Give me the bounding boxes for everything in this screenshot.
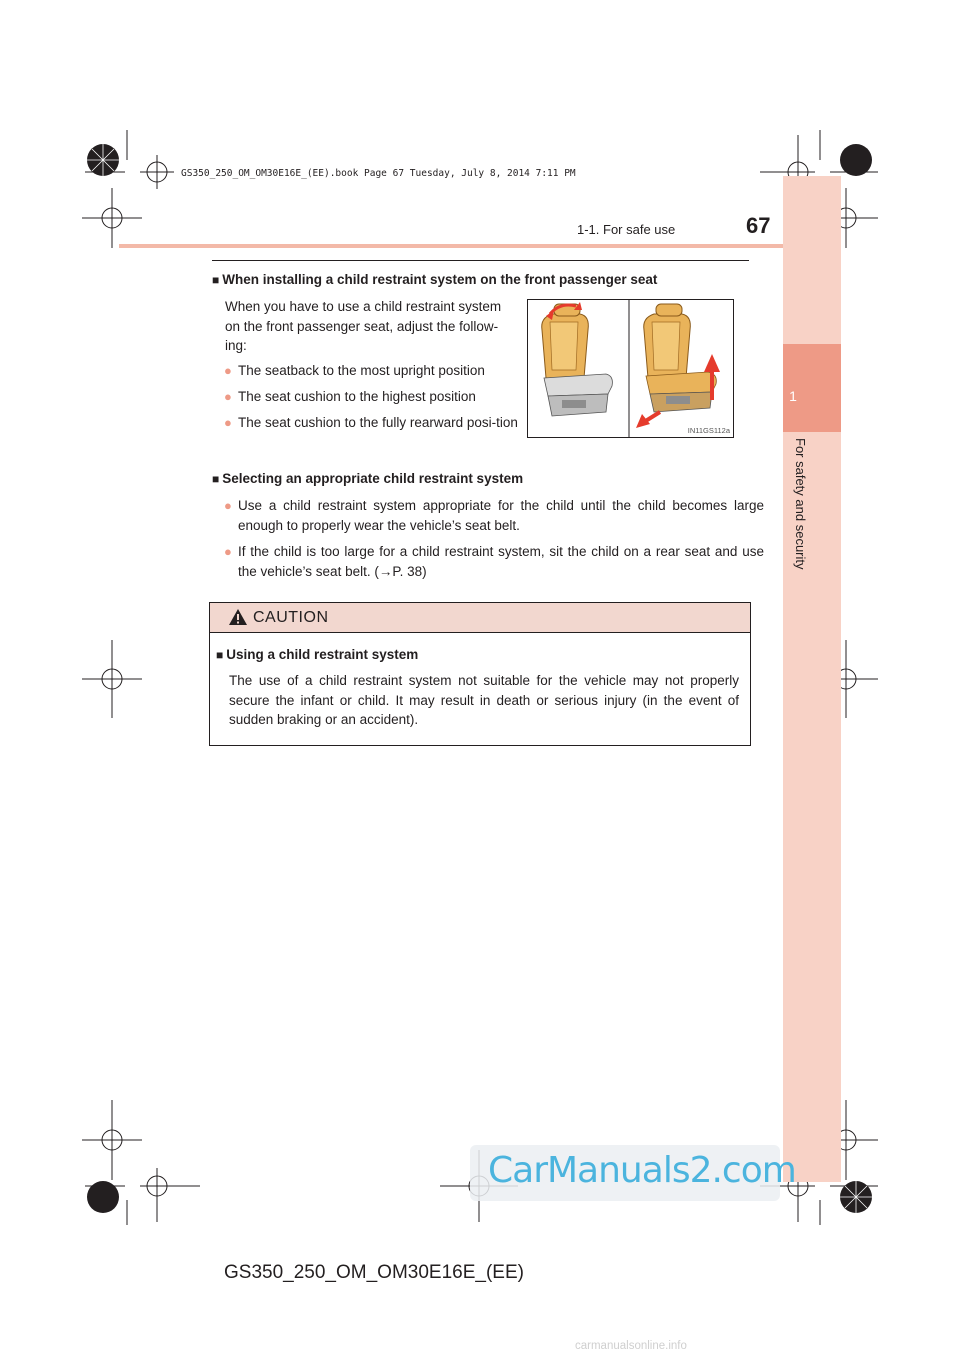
list-item: ● The seat cushion to the fully rearward posi-tion <box>224 413 528 433</box>
list-item: ● Use a child restraint system appropriate for the child until the child becomes large enough to properly wear the vehicle’s seat belt. <box>224 496 764 535</box>
heading-text: Selecting an appropriate child restraint system <box>222 471 524 486</box>
side-tab-number: 1 <box>789 388 797 404</box>
header-rule <box>212 260 749 261</box>
side-tab-label-text: For safety and security <box>793 438 808 570</box>
list-item: ● The seatback to the most upright position <box>224 361 528 381</box>
caution-box <box>209 602 751 746</box>
intro-paragraph: When you have to use a child restraint system on the front passenger seat, adjust the follow-ing: <box>225 299 502 353</box>
caution-text: The use of a child restraint system not suitable for the vehicle may not properly secure the infant or child. It may result in death or serious injury (in the event of sudden braking or an accident). <box>229 673 739 727</box>
side-tab-label <box>792 438 808 598</box>
list-item: ● If the child is too large for a child restraint system, sit the child on a rear seat and use the vehicle’s seat belt. (→P. 38) <box>224 542 764 581</box>
section-heading: ■ Selecting an appropriate child restraint system <box>212 471 524 486</box>
side-tab-strip <box>783 176 841 1182</box>
caution-title: CAUTION <box>253 609 329 626</box>
header-bar <box>119 244 783 248</box>
list-item: ● The seat cushion to the highest position <box>224 387 528 407</box>
page-number: 67 <box>746 213 771 238</box>
seat-adjustment-figure <box>527 299 734 438</box>
caution-header <box>210 603 750 633</box>
section-heading: ■ When installing a child restraint system on the front passenger seat <box>212 272 658 287</box>
heading-text: When installing a child restraint system on the front passenger seat <box>222 272 658 287</box>
section-title: 1-1. For safe use <box>577 222 676 237</box>
watermark-text: CarManuals2.com <box>488 1150 796 1191</box>
caution-heading: ■ Using a child restraint system <box>216 647 419 662</box>
warning-icon <box>228 608 248 626</box>
figure-code: IN11GS112a <box>687 426 730 435</box>
footer-document-id: GS350_250_OM_OM30E16E_(EE) <box>224 1262 524 1283</box>
book-info: GS350_250_OM_OM30E16E_(EE).book Page 67 Tuesday, July 8, 2014 7:11 PM <box>181 168 576 179</box>
caution-heading-text: Using a child restraint system <box>226 647 419 662</box>
site-text: carmanualsonline.info <box>575 1340 687 1352</box>
seat-illustration <box>528 300 733 437</box>
